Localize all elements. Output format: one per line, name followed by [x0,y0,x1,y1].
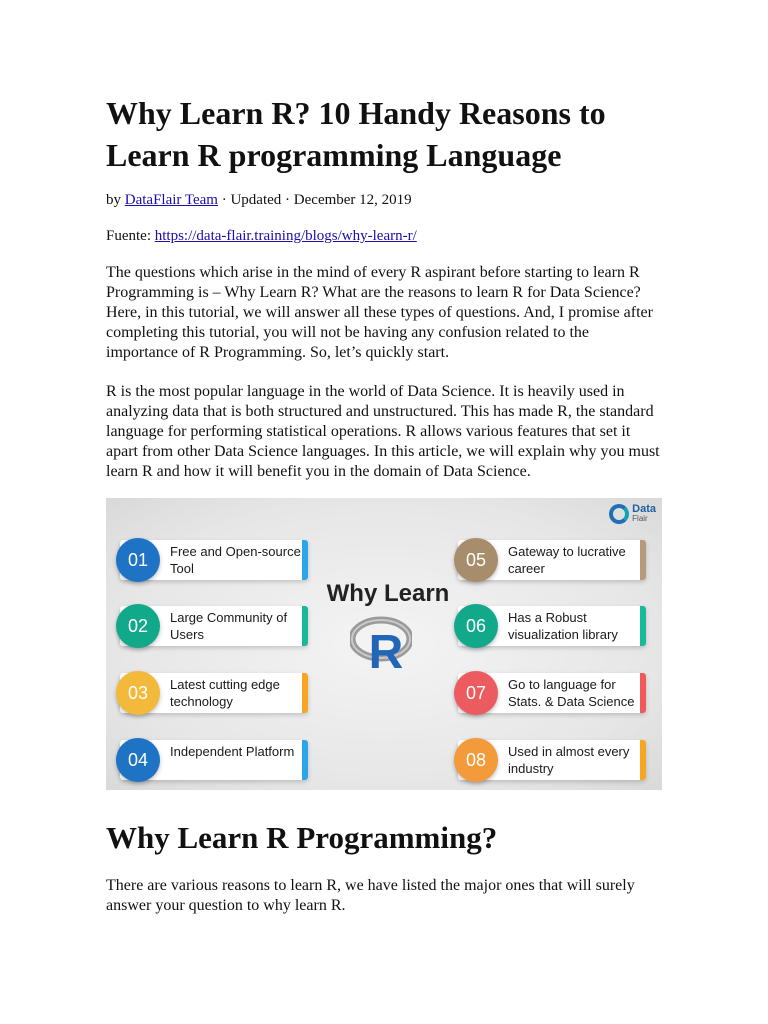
dataflair-logo [609,504,656,524]
reason-number-badge: 08 [454,738,498,782]
reason-text: Independent Platform [170,744,295,759]
reason-text: Has a Robust visualization library [508,610,618,642]
section-heading: Why Learn R Programming? [106,820,498,855]
source-label: Fuente: [106,228,155,244]
reason-number-badge: 03 [116,671,160,715]
logo-line1: Data [632,503,656,515]
reason-card-accent [302,606,308,646]
reason-text: Large Community of Users [170,610,288,642]
article-title: Why Learn R? 10 Handy Reasons to Learn R programming Language [106,95,606,173]
reason-number-badge: 02 [116,604,160,648]
reason-card-accent [640,606,646,646]
reason-text: Go to language for Stats. & Data Science [508,677,635,709]
center-title: Why Learn [326,580,450,607]
reason-card-accent [640,673,646,713]
r-logo-icon [350,614,412,672]
reason-number-badge: 06 [454,604,498,648]
byline [106,190,412,210]
reason-number-badge: 05 [454,538,498,582]
byline-date: · Updated · December 12, 2019 [217,192,412,208]
reason-text: Latest cutting edge technology [170,677,280,709]
reason-card-accent [302,740,308,780]
reason-number-badge: 04 [116,738,160,782]
source-link[interactable]: https://data-flair.training/blogs/why-learn-r/ [154,228,417,244]
reason-number-badge: 01 [116,538,160,582]
reason-text: Free and Open-source Tool [170,544,301,576]
source-line [106,226,417,246]
byline-prefix: by [106,192,125,208]
intro-paragraph-2: R is the most popular language in the world of Data Science. It is heavily used in analyzing data that is both structured and unstructured. This has made R, the standard language for performing statistical operations. R allows various features that set it apart from other Data Science languages. In this article, we will explain why you must learn R and how it will benefit you in the domain of Data Science. [106,383,660,480]
reason-text: Gateway to lucrative career [508,544,626,576]
reason-card-accent [302,540,308,580]
intro-paragraph-1: The questions which arise in the mind of every R aspirant before starting to learn R Programming is – Why Learn R? What are the reasons to learn R for Data Science? Here, in this tutorial, we will answer all these types of questions. And, I promise after completing this tutorial, you will not be having any confusion related to the importance of R Programming. So, let’s quickly start. [106,264,653,361]
r-letter: R [368,626,404,672]
why-learn-r-infographic [106,498,662,790]
section-paragraph: There are various reasons to learn R, we have listed the major ones that will surely answer your question to why learn R. [106,877,635,914]
author-link[interactable]: DataFlair Team [124,192,218,208]
reason-number-badge: 07 [454,671,498,715]
reason-card-accent [640,740,646,780]
reason-card-accent [302,673,308,713]
reason-text: Used in almost every industry [508,744,630,776]
logo-line2: Flair [632,514,648,523]
dataflair-logo-icon [609,504,629,524]
reason-card-accent [640,540,646,580]
